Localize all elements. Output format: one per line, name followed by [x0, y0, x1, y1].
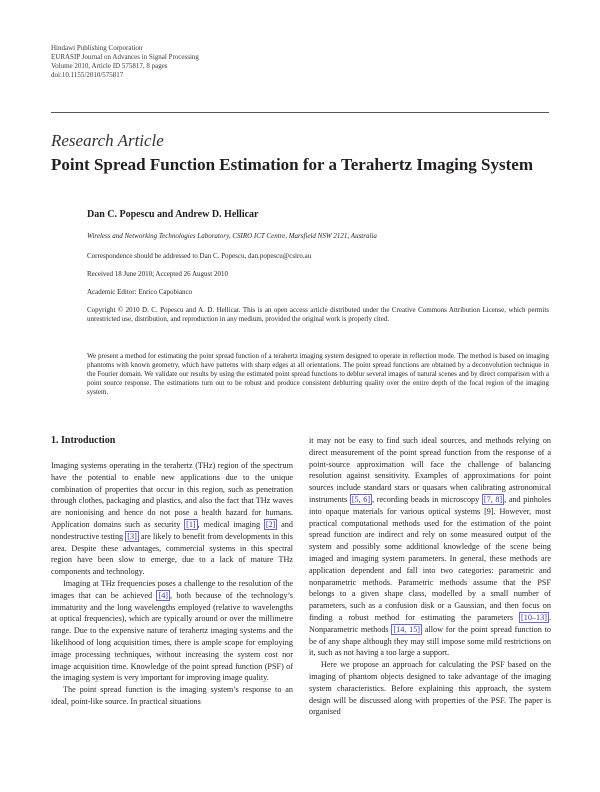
left-column	[51, 460, 293, 708]
intro-paragraph-4: it may not be easy to find such ideal sources, and methods relying on direct measurement of the point spread function from the response of a point-source approximation will face the challenge of balancing resolution against sensitivity. Examples of approximations for point sources include standard stars or quasars when calibrating astronomical instruments [5, 6] , recording beads in microscopy [7, 8] , and pinholes into opaque materials for various optical systems [9]. However, most practical computational methods used for the estimation of the point spread function are indirect and rely on some measured output of the system and possibly some additional knowledge of the scene being imaged and imaging system parameters. In general, these methods are application dependent and fall into two categories: parametric and nonparametric methods. Parametric methods assume that the PSF belongs to a given shape class, modelled by a small number of parameters, such as a confusion disk or a Gaussian, and then focus on finding a robust method for estimating the parameters [10–13] . Nonparametric methods [14, 15] allow for the point spread function to be of any shape although they may still impose some mild restrictions on it, such as not having a too large a support.	[309, 436, 552, 658]
article-type: Research Article	[51, 131, 164, 150]
citation-link[interactable]: [2]	[265, 519, 276, 529]
intro-paragraph-1: Imaging systems operating in the terahertz (THz) region of the spectrum have the potential to enable new applications due to the unique combination of properties that occur in this region, such as penetration through clothes, packaging and plastics, and also the fact that THz waves are nonionising and hence do not pose a health hazard for humans. Application domains such as security [1] , medical imaging [2] and nondestructive testing [3] are likely to benefit from developments in this area. Despite these advantages, commercial systems in this spectral region have been slow to emerge, due to a lack of mature THz components and technology.	[51, 461, 293, 577]
section-heading-introduction: 1. Introduction	[51, 435, 116, 446]
citation-link[interactable]: [1]	[186, 519, 196, 529]
author-list: Dan C. Popescu and Andrew D. Hellicar	[87, 209, 259, 220]
abstract: We present a method for estimating the point spread function of a terahertz imaging system designed to operate in reflection mode. The method is based on imaging phantoms with known geometry, which have patterns with sharp edges at all orientations. The point spread functions are obtained by a deconvolution technique in the Fourier domain. We validate our results by using the estimated point spread functions to deblur several images of natural scenes and by direct comparison with a point source response. The estimations turn out to be robust and produce consistent deblurring quality over the entire depth of the focal region of the imaging system.	[87, 352, 549, 396]
intro-paragraph-3: The point spread function is the imaging system’s response to an ideal, point-like source. In practical situations	[51, 685, 293, 706]
header-divider	[51, 112, 549, 113]
citation-link[interactable]: [10–13]	[521, 612, 547, 622]
article-title: Point Spread Function Estimation for a Terahertz Imaging System	[51, 155, 533, 174]
correspondence: Correspondence should be addressed to Dan C. Popescu, dan.popescu@csiro.au	[87, 252, 312, 260]
academic-editor: Academic Editor: Enrico Capobianco	[87, 288, 193, 296]
intro-paragraph-5: Here we propose an approach for calculating the PSF based on the imaging of phantom objects designed to take advantage of the imaging system characteristics. Before explaining this approach, the system design will be discussed along with properties of the PSF. The paper is organised	[309, 660, 551, 717]
citation-link[interactable]: [4]	[158, 590, 169, 600]
copyright-notice: Copyright © 2010 D. C. Popescu and A. D. Hellicar. This is an open access article distributed under the Creative Commons Attribution License, which permits unrestricted use, distribution, and reproduction in any medium, provided the original work is properly cited.	[87, 306, 549, 323]
citation-link[interactable]: [14, 15]	[393, 624, 421, 634]
affiliation: Wireless and Networking Technologies Laboratory, CSIRO ICT Centre, Marsfield NSW 2121, Australia	[87, 232, 377, 240]
journal-header	[51, 44, 199, 80]
citation-link[interactable]: [5, 6]	[351, 494, 371, 504]
publisher: Hindawi Publishing Corporation	[51, 44, 143, 52]
right-column	[309, 435, 551, 718]
doi: doi:10.1155/2010/575817	[51, 71, 124, 79]
citation-link[interactable]: [3]	[127, 531, 137, 541]
intro-paragraph-2: Imaging at THz frequencies poses a challenge to the resolution of the images that can be achieved [4] , both because of the technology’s immaturity and the long wavelengths employed (relative to wavelengths at optical frequencies), which are typically around or over the millimetre range. Due to the expensive nature of terahertz imaging systems and the likelihood of long acquisition times, there is ample scope for employing image processing techniques, without increasing the system cost nor image acquisition time. Knowledge of the point spread function (PSF) of the imaging system is very important for improving image quality.	[51, 578, 293, 683]
volume-info: Volume 2010, Article ID 575817, 8 pages	[51, 62, 168, 70]
journal-name: EURASIP Journal on Advances in Signal Processing	[51, 53, 199, 61]
citation-link[interactable]: [7, 8]	[483, 494, 503, 504]
received-accepted-dates: Received 18 June 2010; Accepted 26 August 2010	[87, 270, 228, 278]
